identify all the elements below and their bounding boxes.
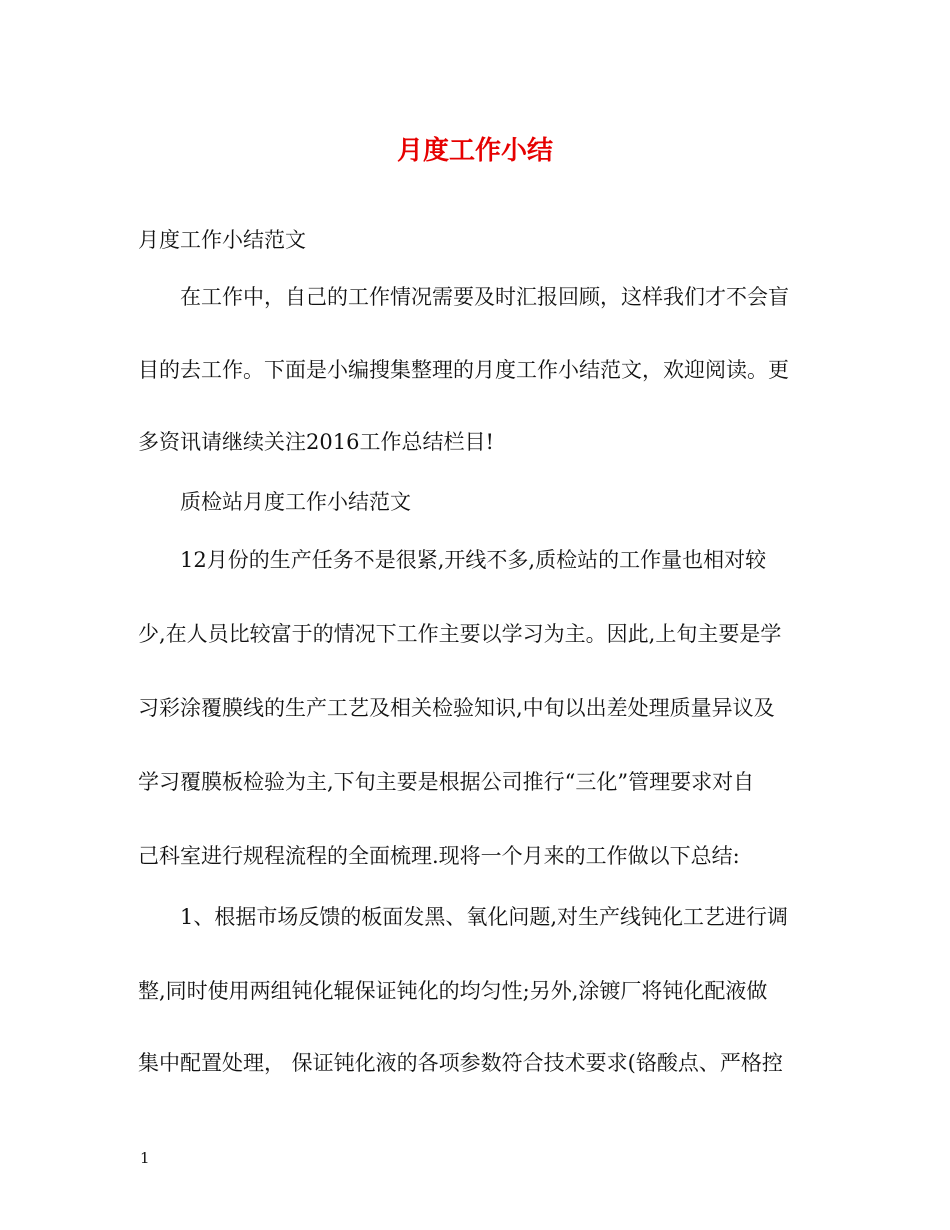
paragraph-line: 在工作中，自己的工作情况需要及时汇报回顾，这样我们才不会盲 bbox=[180, 285, 789, 309]
paragraph-line: 己科室进行规程流程的全面梳理.现将一个月来的工作做以下总结: bbox=[138, 844, 740, 868]
paragraph-line: 目的去工作。下面是小编搜集整理的月度工作小结范文，欢迎阅读。更 bbox=[138, 358, 789, 382]
paragraph-line: 12月份的生产任务不是很紧,开线不多,质检站的工作量也相对较 bbox=[180, 548, 767, 572]
document-title: 月度工作小结 bbox=[396, 136, 553, 166]
paragraph-line: 1、根据市场反馈的板面发黑、氧化问题,对生产线钝化工艺进行调 bbox=[180, 905, 789, 929]
paragraph-line: 少,在人员比较富于的情况下工作主要以学习为主。因此,上旬主要是学 bbox=[138, 622, 782, 646]
paragraph-line: 整,同时使用两组钝化辊保证钝化的均匀性;另外,涂镀厂将钝化配液做 bbox=[138, 979, 768, 1003]
paragraph-line: 学习覆膜板检验为主,下旬主要是根据公司推行“三化”管理要求对自 bbox=[138, 770, 755, 794]
paragraph-line: 多资讯请继续关注2016工作总结栏目! bbox=[138, 430, 494, 454]
document-subtitle: 月度工作小结范文 bbox=[138, 228, 306, 252]
page-number: 1 bbox=[140, 1149, 150, 1167]
section-heading: 质检站月度工作小结范文 bbox=[180, 490, 411, 514]
paragraph-line: 集中配置处理， 保证钝化液的各项参数符合技术要求(铬酸点、严格控 bbox=[138, 1051, 783, 1075]
paragraph-line: 习彩涂覆膜线的生产工艺及相关检验知识,中旬以出差处理质量异议及 bbox=[138, 696, 775, 720]
